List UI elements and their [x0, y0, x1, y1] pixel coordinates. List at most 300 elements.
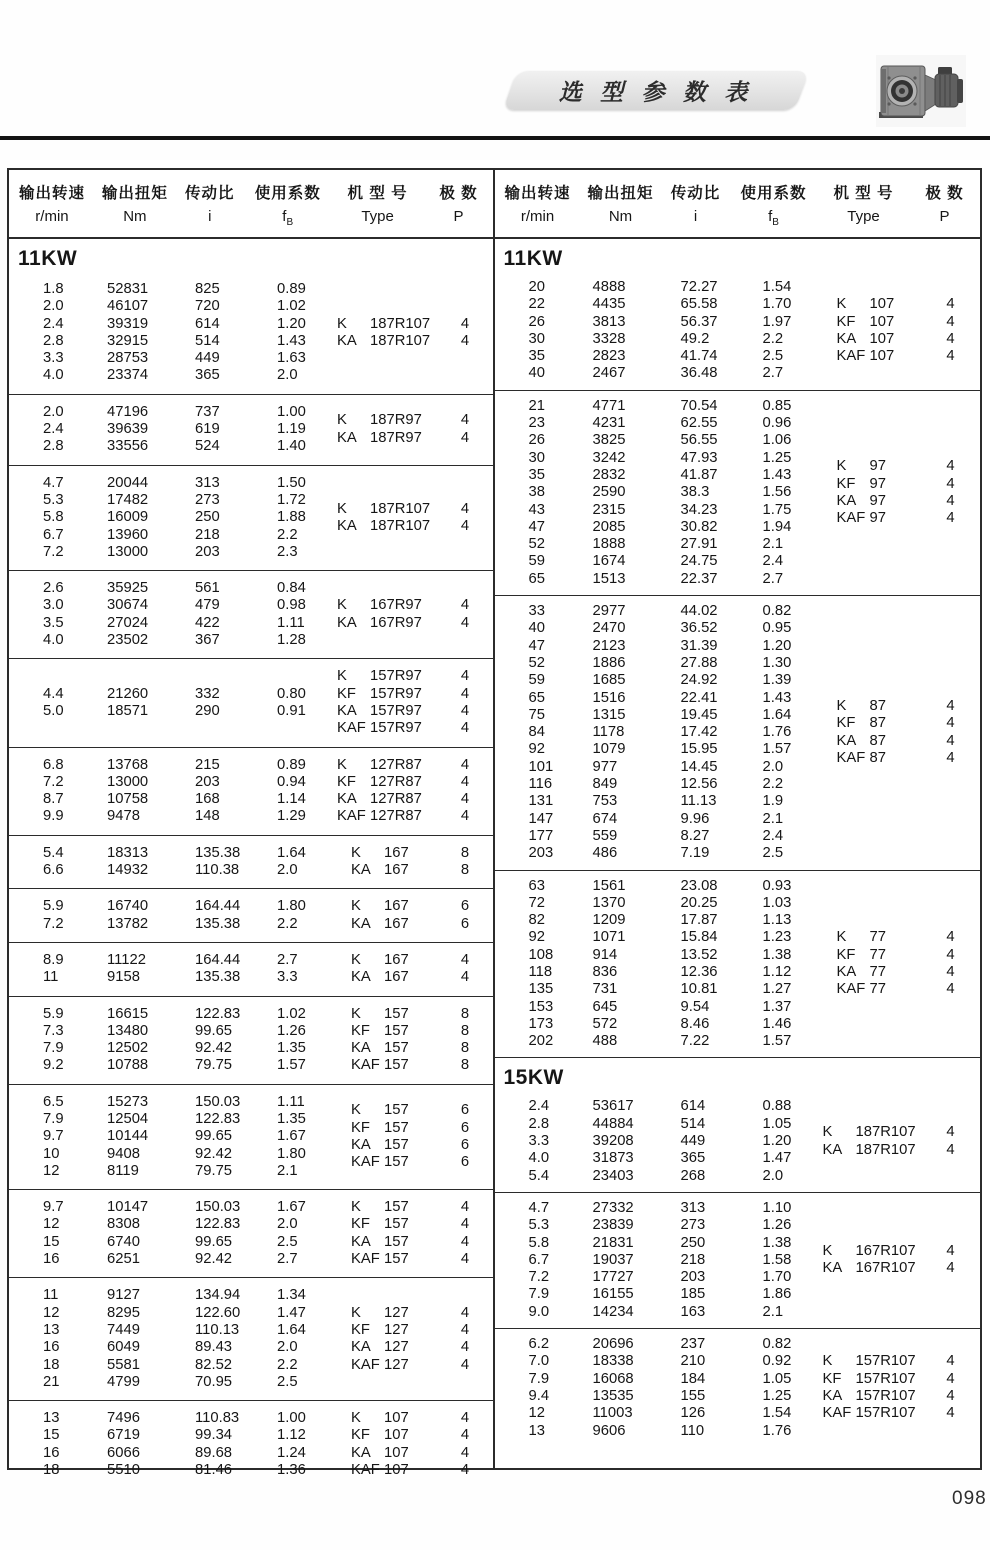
type-model: 167 — [384, 898, 409, 915]
ratio-cell: 99.34 — [195, 1427, 233, 1444]
table-row — [495, 1235, 823, 1252]
type-line — [337, 862, 493, 879]
torque-cell: 674 — [592, 810, 618, 827]
ratio-cell: 12.36 — [680, 963, 718, 980]
table-row — [9, 421, 337, 438]
speed-cell: 131 — [528, 793, 554, 810]
column-label: 输出扭矩 — [587, 185, 654, 202]
service-factor-cell: 3.3 — [277, 969, 298, 986]
ratio-cell: 218 — [680, 1251, 706, 1268]
torque-cell: 2315 — [592, 501, 626, 518]
service-factor-cell: 1.64 — [762, 706, 792, 723]
speed-cell: 101 — [528, 758, 554, 775]
type-list — [337, 845, 493, 880]
speed-cell: 16 — [43, 1339, 60, 1356]
torque-cell: 2590 — [592, 484, 626, 501]
service-factor-cell: 0.82 — [762, 1336, 792, 1353]
table-row — [495, 828, 823, 845]
speed-cell: 35 — [528, 348, 545, 365]
speed-cell: 6.8 — [43, 756, 64, 773]
speed-cell: 59 — [528, 553, 545, 570]
service-factor-cell: 1.34 — [277, 1287, 306, 1304]
service-factor-cell: 2.0 — [277, 862, 298, 879]
type-prefix: KF — [337, 685, 356, 702]
type-model: 87 — [869, 750, 886, 767]
type-prefix: KF — [351, 1119, 370, 1136]
poles-cell: 4 — [460, 773, 470, 790]
type-prefix: K — [337, 668, 347, 685]
service-factor-cell: 1.20 — [762, 1133, 792, 1150]
table-row — [9, 1427, 337, 1444]
poles-cell: 4 — [946, 929, 955, 946]
table-row — [495, 741, 823, 758]
poles-cell: 4 — [460, 412, 470, 429]
service-factor-cell: 0.80 — [277, 685, 306, 702]
type-line — [823, 1124, 981, 1141]
type-prefix: KAF — [836, 981, 866, 998]
service-factor-cell: 2.1 — [762, 1303, 784, 1320]
service-factor-cell: 1.56 — [762, 484, 792, 501]
table-row — [495, 929, 823, 946]
speed-cell: 7.3 — [43, 1022, 64, 1039]
type-prefix: KA — [351, 1339, 371, 1356]
torque-cell: 17482 — [107, 491, 149, 508]
ratio-cell: 17.42 — [680, 724, 718, 741]
speed-cell: 7.9 — [528, 1370, 550, 1387]
torque-cell: 23403 — [592, 1167, 634, 1184]
table-row — [495, 1371, 823, 1388]
ratio-cell: 184 — [680, 1370, 706, 1387]
torque-cell: 3813 — [592, 313, 626, 330]
table-row — [9, 969, 337, 986]
poles-cell: 4 — [946, 510, 955, 527]
service-factor-cell: 1.46 — [762, 1015, 792, 1032]
column-label: 传动比 — [670, 185, 721, 202]
poles-cell: 4 — [946, 313, 955, 330]
torque-cell: 16155 — [592, 1286, 634, 1303]
type-line — [823, 750, 981, 767]
table-row — [9, 898, 337, 915]
service-factor-cell: 2.4 — [762, 553, 784, 570]
type-model: 77 — [869, 929, 886, 946]
type-line — [337, 1339, 493, 1356]
speed-cell: 20 — [528, 279, 545, 295]
torque-cell: 1178 — [592, 724, 625, 741]
poles-cell: 4 — [946, 1141, 955, 1158]
table-row — [495, 672, 823, 689]
type-list — [823, 296, 981, 365]
type-model: 157R107 — [855, 1353, 916, 1370]
type-prefix: K — [351, 1005, 361, 1022]
type-prefix: KA — [836, 330, 857, 347]
ratio-cell: 449 — [680, 1133, 706, 1150]
service-factor-cell: 1.58 — [762, 1251, 792, 1268]
service-factor-cell: 2.0 — [762, 758, 784, 775]
service-factor-cell: 1.80 — [277, 898, 306, 915]
ratio-cell: 7.22 — [680, 1033, 710, 1050]
type-model: 187R107 — [370, 315, 431, 332]
speed-cell: 38 — [528, 484, 545, 501]
poles-cell: 4 — [946, 1370, 955, 1387]
table-row — [495, 707, 823, 724]
column-unit: Type — [847, 208, 880, 225]
data-block — [9, 1277, 493, 1400]
ratio-cell: 92.42 — [195, 1040, 233, 1057]
type-prefix: KF — [836, 946, 856, 963]
type-model: 157 — [384, 1057, 409, 1074]
table-row — [495, 1304, 823, 1321]
service-factor-cell: 2.7 — [277, 951, 298, 968]
speed-cell: 7.2 — [43, 543, 64, 560]
speed-cell: 2.4 — [528, 1098, 550, 1115]
table-row — [495, 484, 823, 501]
type-line — [337, 1057, 493, 1074]
ratio-cell: 17.87 — [680, 912, 718, 929]
type-line — [337, 808, 493, 825]
torque-cell: 3328 — [592, 330, 626, 347]
torque-cell: 753 — [592, 793, 618, 810]
type-line — [337, 1040, 493, 1057]
ratio-cell: 135.38 — [195, 915, 241, 932]
data-block — [9, 394, 493, 465]
service-factor-cell: 0.96 — [762, 415, 792, 432]
poles-cell: 4 — [460, 517, 470, 534]
torque-cell: 32915 — [107, 332, 149, 349]
table-row — [9, 492, 337, 509]
type-model: 97 — [869, 458, 886, 475]
speed-cell: 2.8 — [43, 438, 64, 455]
type-line — [337, 845, 493, 862]
service-factor-cell: 2.1 — [762, 536, 784, 553]
type-line — [823, 331, 981, 348]
torque-cell: 4799 — [107, 1373, 140, 1390]
speed-cell: 10 — [43, 1145, 60, 1162]
service-factor-cell: 1.94 — [762, 518, 792, 535]
service-factor-cell: 1.05 — [762, 1115, 792, 1132]
column-unit: Nm — [608, 208, 633, 225]
data-block — [495, 595, 981, 869]
ratio-cell: 218 — [195, 526, 220, 543]
type-model: 97 — [869, 492, 886, 509]
torque-cell: 7496 — [107, 1410, 140, 1427]
torque-cell: 39319 — [107, 315, 149, 332]
speed-cell: 1.8 — [43, 281, 64, 297]
type-prefix: KF — [351, 1022, 370, 1039]
selection-table-banner — [510, 71, 802, 110]
ratio-cell: 365 — [195, 367, 220, 384]
table-row — [9, 544, 337, 561]
torque-cell: 1674 — [592, 553, 626, 570]
torque-cell: 9127 — [107, 1287, 140, 1304]
table-header-left — [9, 170, 493, 239]
speed-cell: 8.9 — [43, 951, 64, 968]
table-row — [9, 527, 337, 544]
poles-cell: 4 — [946, 715, 955, 732]
torque-cell: 16740 — [107, 898, 149, 915]
service-factor-cell: 2.2 — [762, 776, 784, 793]
type-prefix: KA — [337, 332, 357, 349]
type-prefix: KAF — [822, 1405, 852, 1422]
torque-cell: 572 — [592, 1015, 618, 1032]
poles-cell: 6 — [460, 915, 470, 932]
speed-cell: 5.0 — [43, 702, 64, 719]
poles-cell: 4 — [460, 1410, 470, 1427]
type-list — [823, 1124, 981, 1159]
torque-cell: 2467 — [592, 365, 626, 382]
type-model: 157R97 — [370, 668, 422, 685]
torque-cell: 30674 — [107, 597, 149, 614]
ratio-cell: 290 — [195, 702, 220, 719]
torque-cell: 488 — [592, 1033, 618, 1050]
type-list — [337, 1102, 493, 1171]
speed-cell: 4.0 — [528, 1150, 550, 1167]
type-list — [337, 501, 493, 536]
ratio-cell: 9.96 — [680, 810, 710, 827]
ratio-cell: 47.93 — [680, 449, 718, 466]
column-label: 输出转速 — [18, 185, 85, 202]
service-factor-cell: 1.35 — [277, 1040, 306, 1057]
speed-cell: 6.2 — [528, 1336, 550, 1353]
speed-cell: 59 — [528, 672, 545, 689]
service-factor-cell: 1.40 — [277, 438, 306, 455]
service-factor-cell: 0.85 — [762, 397, 792, 414]
service-factor-cell: 1.72 — [277, 491, 306, 508]
table-row — [9, 1040, 337, 1057]
table-row — [9, 1111, 337, 1128]
table-row — [495, 603, 823, 620]
service-factor-cell: 1.12 — [277, 1427, 306, 1444]
poles-cell: 4 — [460, 951, 470, 968]
ratio-cell: 150.03 — [195, 1093, 241, 1110]
poles-cell: 4 — [460, 1251, 470, 1268]
data-rows — [9, 1410, 337, 1479]
speed-cell: 75 — [528, 706, 545, 723]
type-prefix: KAF — [351, 1356, 380, 1373]
ratio-cell: 9.54 — [680, 998, 710, 1015]
type-prefix: KF — [822, 1370, 842, 1387]
data-block — [495, 870, 981, 1058]
service-factor-cell: 1.70 — [762, 1269, 792, 1286]
torque-cell: 9606 — [592, 1422, 626, 1439]
column-label: 机 型 号 — [347, 185, 408, 202]
ratio-cell: 23.08 — [680, 877, 718, 894]
torque-cell: 9408 — [107, 1145, 140, 1162]
type-model: 127 — [384, 1304, 409, 1321]
ratio-cell: 22.37 — [680, 570, 718, 587]
speed-cell: 153 — [528, 998, 554, 1015]
type-model: 87 — [869, 732, 886, 749]
type-list — [337, 1199, 493, 1268]
ratio-cell: 164.44 — [195, 951, 241, 968]
speed-cell: 21 — [43, 1373, 60, 1390]
type-line — [823, 964, 981, 981]
power-label: 15KW — [503, 1066, 564, 1090]
service-factor-cell: 1.25 — [762, 449, 792, 466]
type-prefix: KA — [836, 492, 857, 509]
service-factor-cell: 0.82 — [762, 603, 792, 620]
torque-cell: 1513 — [592, 570, 626, 587]
type-model: 157R107 — [855, 1387, 916, 1404]
ratio-cell: 56.37 — [680, 313, 718, 330]
torque-cell: 1886 — [592, 654, 626, 671]
table-row — [495, 1016, 823, 1033]
type-model: 127 — [384, 1339, 409, 1356]
data-rows — [9, 580, 337, 649]
column-unit: $f_B$ — [282, 208, 294, 228]
torque-cell: 16068 — [592, 1370, 634, 1387]
table-row — [495, 519, 823, 536]
poles-cell: 4 — [460, 1233, 470, 1250]
speed-cell: 7.9 — [528, 1286, 550, 1303]
speed-cell: 52 — [528, 654, 545, 671]
torque-cell: 16009 — [107, 509, 149, 526]
torque-cell: 27024 — [107, 614, 149, 631]
ratio-cell: 89.43 — [195, 1339, 233, 1356]
service-factor-cell: 0.91 — [277, 702, 306, 719]
torque-cell: 3825 — [592, 432, 626, 449]
poles-cell: 4 — [946, 1405, 955, 1422]
type-line — [823, 296, 981, 313]
data-rows — [495, 279, 823, 383]
torque-cell: 731 — [592, 981, 618, 998]
ratio-cell: 62.55 — [680, 415, 718, 432]
speed-cell: 15 — [43, 1233, 60, 1250]
type-line — [337, 703, 493, 720]
torque-cell: 11122 — [107, 951, 146, 968]
type-prefix: KA — [351, 1233, 371, 1250]
service-factor-cell: 0.92 — [762, 1353, 792, 1370]
type-model: 167 — [384, 915, 409, 932]
torque-cell: 5581 — [107, 1356, 140, 1373]
table-row — [495, 776, 823, 793]
column-label: 使用系数 — [740, 185, 807, 202]
type-model: 87 — [869, 715, 886, 732]
torque-cell: 9158 — [107, 969, 140, 986]
torque-cell: 849 — [592, 776, 618, 793]
speed-cell: 5.8 — [43, 509, 64, 526]
type-prefix: K — [351, 1199, 361, 1216]
type-line — [337, 501, 493, 518]
ratio-cell: 514 — [680, 1115, 706, 1132]
torque-cell: 35925 — [107, 580, 149, 597]
poles-cell: 4 — [460, 315, 470, 332]
speed-cell: 7.2 — [43, 915, 64, 932]
table-row — [495, 724, 823, 741]
type-prefix: KF — [836, 475, 856, 492]
torque-cell: 44884 — [592, 1115, 634, 1132]
service-factor-cell: 1.20 — [277, 315, 306, 332]
type-prefix: K — [337, 412, 347, 429]
service-factor-cell: 2.0 — [277, 367, 298, 384]
ratio-cell: 12.56 — [680, 776, 718, 793]
type-model: 127 — [384, 1321, 409, 1338]
table-row — [9, 580, 337, 597]
poles-cell: 4 — [460, 756, 470, 773]
type-line — [823, 458, 981, 475]
ratio-cell: 44.02 — [680, 603, 718, 620]
torque-cell: 1315 — [592, 706, 626, 723]
poles-cell: 4 — [460, 1304, 470, 1321]
ratio-cell: 8.27 — [680, 827, 710, 844]
ratio-cell: 365 — [680, 1150, 706, 1167]
header-rule — [0, 136, 990, 140]
table-row — [495, 1116, 823, 1133]
speed-cell: 5.4 — [43, 844, 64, 861]
type-prefix: KA — [351, 1040, 371, 1057]
ratio-cell: 135.38 — [195, 969, 241, 986]
speed-cell: 16 — [43, 1444, 60, 1461]
table-row — [9, 808, 337, 825]
type-list — [823, 929, 981, 998]
table-row — [495, 981, 823, 998]
service-factor-cell: 1.57 — [277, 1057, 306, 1074]
type-list — [337, 1410, 493, 1479]
poles-cell: 4 — [460, 1321, 470, 1338]
data-rows — [9, 757, 337, 826]
service-factor-cell: 1.30 — [762, 654, 792, 671]
speed-cell: 13 — [43, 1321, 60, 1338]
type-list — [337, 1006, 493, 1075]
table-row — [495, 553, 823, 570]
table-row — [495, 759, 823, 776]
table-row — [495, 348, 823, 365]
type-model: 187R107 — [370, 500, 431, 517]
ratio-cell: 614 — [680, 1098, 706, 1115]
speed-cell: 2.8 — [528, 1115, 550, 1132]
service-factor-cell: 1.35 — [277, 1110, 306, 1127]
poles-cell: 8 — [460, 844, 470, 861]
torque-cell: 13000 — [107, 773, 149, 790]
speed-cell: 65 — [528, 689, 545, 706]
speed-cell: 135 — [528, 981, 554, 998]
table-header-right — [495, 170, 981, 239]
speed-cell: 5.4 — [528, 1167, 550, 1184]
table-row — [9, 1305, 337, 1322]
speed-cell: 147 — [528, 810, 554, 827]
table-row — [495, 1336, 823, 1353]
ratio-cell: 210 — [680, 1353, 706, 1370]
speed-cell: 26 — [528, 432, 545, 449]
type-line — [823, 1371, 981, 1388]
service-factor-cell: 1.27 — [762, 981, 792, 998]
table-row — [9, 1234, 337, 1251]
table-row — [495, 1388, 823, 1405]
speed-cell: 84 — [528, 724, 545, 741]
ratio-cell: 273 — [195, 491, 220, 508]
torque-cell: 1516 — [592, 689, 626, 706]
service-factor-cell: 1.75 — [762, 501, 792, 518]
service-factor-cell: 1.03 — [762, 894, 792, 911]
table-row — [9, 404, 337, 421]
type-prefix: KA — [337, 702, 357, 719]
speed-cell: 3.0 — [43, 597, 64, 614]
type-prefix: KA — [351, 915, 371, 932]
speed-cell: 12 — [43, 1216, 60, 1233]
ratio-cell: 10.81 — [680, 981, 718, 998]
type-prefix: K — [337, 597, 347, 614]
table-row — [9, 845, 337, 862]
poles-cell: 4 — [946, 1387, 955, 1404]
speed-cell: 2.0 — [43, 403, 64, 420]
ratio-cell: 70.54 — [680, 397, 718, 414]
power-section — [9, 239, 493, 1488]
table-row — [495, 1286, 823, 1303]
type-line — [337, 1137, 493, 1154]
speed-cell: 9.9 — [43, 808, 64, 825]
torque-cell: 3242 — [592, 449, 626, 466]
table-row — [495, 638, 823, 655]
type-line — [823, 947, 981, 964]
